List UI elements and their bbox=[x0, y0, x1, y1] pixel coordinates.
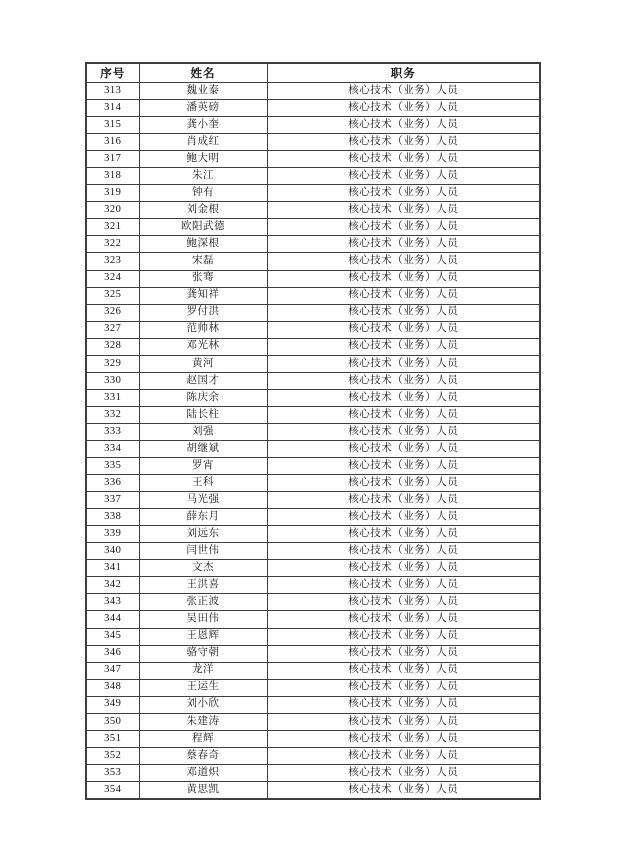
cell-no: 354 bbox=[86, 781, 139, 799]
cell-title: 核心技术（业务）人员 bbox=[267, 100, 540, 117]
cell-title: 核心技术（业务）人员 bbox=[267, 526, 540, 543]
cell-name: 刘金根 bbox=[139, 202, 267, 219]
table-row bbox=[86, 645, 540, 662]
cell-title: 核心技术（业务）人员 bbox=[267, 406, 540, 423]
table-row bbox=[86, 304, 540, 321]
cell-name: 黄河 bbox=[139, 355, 267, 372]
table-row bbox=[86, 423, 540, 440]
cell-name: 刘小欣 bbox=[139, 696, 267, 713]
cell-no: 353 bbox=[86, 764, 139, 781]
header-row bbox=[86, 63, 540, 83]
table-row bbox=[86, 492, 540, 509]
cell-title: 核心技术（业务）人员 bbox=[267, 458, 540, 475]
cell-name: 薛东月 bbox=[139, 509, 267, 526]
table-row bbox=[86, 100, 540, 117]
cell-no: 336 bbox=[86, 475, 139, 492]
cell-title: 核心技术（业务）人员 bbox=[267, 440, 540, 457]
cell-no: 350 bbox=[86, 713, 139, 730]
cell-no: 318 bbox=[86, 168, 139, 185]
cell-name: 朱建涛 bbox=[139, 713, 267, 730]
cell-name: 骆守朝 bbox=[139, 645, 267, 662]
cell-title: 核心技术（业务）人员 bbox=[267, 781, 540, 799]
table-row bbox=[86, 696, 540, 713]
cell-title: 核心技术（业务）人员 bbox=[267, 236, 540, 253]
table-row bbox=[86, 338, 540, 355]
cell-name: 闫世伟 bbox=[139, 543, 267, 560]
cell-no: 338 bbox=[86, 509, 139, 526]
table-row bbox=[86, 594, 540, 611]
cell-no: 346 bbox=[86, 645, 139, 662]
cell-title: 核心技术（业务）人员 bbox=[267, 577, 540, 594]
cell-no: 334 bbox=[86, 440, 139, 457]
cell-name: 陆长柱 bbox=[139, 406, 267, 423]
table-row bbox=[86, 287, 540, 304]
cell-name: 马光强 bbox=[139, 492, 267, 509]
cell-no: 340 bbox=[86, 543, 139, 560]
cell-no: 315 bbox=[86, 117, 139, 134]
cell-no: 335 bbox=[86, 458, 139, 475]
cell-name: 王运生 bbox=[139, 679, 267, 696]
cell-no: 329 bbox=[86, 355, 139, 372]
table-row bbox=[86, 560, 540, 577]
cell-no: 324 bbox=[86, 270, 139, 287]
table-row bbox=[86, 219, 540, 236]
cell-no: 320 bbox=[86, 202, 139, 219]
cell-name: 范帅林 bbox=[139, 321, 267, 338]
cell-title: 核心技术（业务）人员 bbox=[267, 338, 540, 355]
table-row bbox=[86, 611, 540, 628]
table-row bbox=[86, 730, 540, 747]
cell-name: 陈庆余 bbox=[139, 389, 267, 406]
cell-name: 肖成红 bbox=[139, 134, 267, 151]
cell-name: 邓道炽 bbox=[139, 764, 267, 781]
cell-title: 核心技术（业务）人员 bbox=[267, 492, 540, 509]
table-row bbox=[86, 509, 540, 526]
cell-name: 程辉 bbox=[139, 730, 267, 747]
cell-name: 赵国才 bbox=[139, 372, 267, 389]
cell-title: 核心技术（业务）人员 bbox=[267, 389, 540, 406]
cell-no: 323 bbox=[86, 253, 139, 270]
cell-no: 347 bbox=[86, 662, 139, 679]
cell-no: 322 bbox=[86, 236, 139, 253]
cell-no: 331 bbox=[86, 389, 139, 406]
table-row bbox=[86, 440, 540, 457]
cell-no: 337 bbox=[86, 492, 139, 509]
cell-no: 319 bbox=[86, 185, 139, 202]
table-row bbox=[86, 389, 540, 406]
table-row bbox=[86, 253, 540, 270]
cell-title: 核心技术（业务）人员 bbox=[267, 134, 540, 151]
cell-name: 王洪喜 bbox=[139, 577, 267, 594]
cell-name: 罗宵 bbox=[139, 458, 267, 475]
cell-title: 核心技术（业务）人员 bbox=[267, 475, 540, 492]
cell-no: 325 bbox=[86, 287, 139, 304]
cell-title: 核心技术（业务）人员 bbox=[267, 764, 540, 781]
table-row bbox=[86, 83, 540, 100]
cell-name: 潘英磅 bbox=[139, 100, 267, 117]
table-row bbox=[86, 321, 540, 338]
cell-title: 核心技术（业务）人员 bbox=[267, 372, 540, 389]
cell-no: 332 bbox=[86, 406, 139, 423]
cell-name: 刘强 bbox=[139, 423, 267, 440]
cell-title: 核心技术（业务）人员 bbox=[267, 168, 540, 185]
cell-title: 核心技术（业务）人员 bbox=[267, 355, 540, 372]
cell-title: 核心技术（业务）人员 bbox=[267, 253, 540, 270]
cell-no: 314 bbox=[86, 100, 139, 117]
cell-name: 王恩辉 bbox=[139, 628, 267, 645]
table-row bbox=[86, 406, 540, 423]
column-header-title: 职务 bbox=[267, 63, 540, 83]
table-row bbox=[86, 134, 540, 151]
column-header-name: 姓名 bbox=[139, 63, 267, 83]
cell-name: 宋磊 bbox=[139, 253, 267, 270]
cell-no: 344 bbox=[86, 611, 139, 628]
table-row bbox=[86, 355, 540, 372]
table-row bbox=[86, 185, 540, 202]
cell-no: 330 bbox=[86, 372, 139, 389]
cell-name: 张骞 bbox=[139, 270, 267, 287]
table-row bbox=[86, 458, 540, 475]
cell-title: 核心技术（业务）人员 bbox=[267, 628, 540, 645]
cell-no: 342 bbox=[86, 577, 139, 594]
cell-name: 鲍深根 bbox=[139, 236, 267, 253]
table-row bbox=[86, 151, 540, 168]
cell-title: 核心技术（业务）人员 bbox=[267, 713, 540, 730]
table-row bbox=[86, 679, 540, 696]
table-row bbox=[86, 372, 540, 389]
table-row bbox=[86, 543, 540, 560]
table-row bbox=[86, 764, 540, 781]
cell-title: 核心技术（业务）人员 bbox=[267, 304, 540, 321]
cell-name: 蔡春奇 bbox=[139, 747, 267, 764]
cell-title: 核心技术（业务）人员 bbox=[267, 423, 540, 440]
cell-title: 核心技术（业务）人员 bbox=[267, 151, 540, 168]
table-row bbox=[86, 628, 540, 645]
table-row bbox=[86, 662, 540, 679]
cell-no: 326 bbox=[86, 304, 139, 321]
table-header bbox=[86, 63, 540, 83]
cell-no: 321 bbox=[86, 219, 139, 236]
cell-title: 核心技术（业务）人员 bbox=[267, 117, 540, 134]
cell-name: 龙洋 bbox=[139, 662, 267, 679]
cell-name: 黄思凯 bbox=[139, 781, 267, 799]
cell-name: 吴田伟 bbox=[139, 611, 267, 628]
cell-no: 345 bbox=[86, 628, 139, 645]
table-row bbox=[86, 526, 540, 543]
cell-name: 欧阳武德 bbox=[139, 219, 267, 236]
table-row bbox=[86, 270, 540, 287]
cell-title: 核心技术（业务）人员 bbox=[267, 747, 540, 764]
cell-name: 罗付洪 bbox=[139, 304, 267, 321]
cell-title: 核心技术（业务）人员 bbox=[267, 662, 540, 679]
cell-no: 348 bbox=[86, 679, 139, 696]
table-row bbox=[86, 236, 540, 253]
cell-no: 343 bbox=[86, 594, 139, 611]
cell-no: 352 bbox=[86, 747, 139, 764]
cell-title: 核心技术（业务）人员 bbox=[267, 270, 540, 287]
cell-title: 核心技术（业务）人员 bbox=[267, 611, 540, 628]
cell-no: 313 bbox=[86, 83, 139, 100]
table-row bbox=[86, 202, 540, 219]
cell-title: 核心技术（业务）人员 bbox=[267, 287, 540, 304]
cell-name: 钟有 bbox=[139, 185, 267, 202]
cell-title: 核心技术（业务）人员 bbox=[267, 594, 540, 611]
cell-title: 核心技术（业务）人员 bbox=[267, 645, 540, 662]
column-header-no: 序号 bbox=[86, 63, 139, 83]
cell-no: 333 bbox=[86, 423, 139, 440]
cell-name: 魏业泰 bbox=[139, 83, 267, 100]
cell-title: 核心技术（业务）人员 bbox=[267, 730, 540, 747]
cell-title: 核心技术（业务）人员 bbox=[267, 83, 540, 100]
cell-name: 刘远东 bbox=[139, 526, 267, 543]
cell-name: 朱江 bbox=[139, 168, 267, 185]
cell-name: 张正波 bbox=[139, 594, 267, 611]
cell-title: 核心技术（业务）人员 bbox=[267, 679, 540, 696]
cell-name: 王科 bbox=[139, 475, 267, 492]
cell-title: 核心技术（业务）人员 bbox=[267, 696, 540, 713]
cell-no: 341 bbox=[86, 560, 139, 577]
table-row bbox=[86, 713, 540, 730]
cell-name: 邓光林 bbox=[139, 338, 267, 355]
cell-name: 鲍大明 bbox=[139, 151, 267, 168]
cell-no: 351 bbox=[86, 730, 139, 747]
cell-no: 316 bbox=[86, 134, 139, 151]
table-row bbox=[86, 168, 540, 185]
cell-name: 胡继斌 bbox=[139, 440, 267, 457]
cell-title: 核心技术（业务）人员 bbox=[267, 321, 540, 338]
cell-title: 核心技术（业务）人员 bbox=[267, 185, 540, 202]
cell-title: 核心技术（业务）人员 bbox=[267, 543, 540, 560]
cell-title: 核心技术（业务）人员 bbox=[267, 509, 540, 526]
cell-no: 349 bbox=[86, 696, 139, 713]
table-row bbox=[86, 577, 540, 594]
table-row bbox=[86, 475, 540, 492]
cell-title: 核心技术（业务）人员 bbox=[267, 202, 540, 219]
cell-name: 龚知祥 bbox=[139, 287, 267, 304]
table-row bbox=[86, 747, 540, 764]
table-row bbox=[86, 781, 540, 799]
table-row bbox=[86, 117, 540, 134]
cell-no: 339 bbox=[86, 526, 139, 543]
personnel-table bbox=[85, 62, 541, 800]
cell-no: 317 bbox=[86, 151, 139, 168]
cell-no: 327 bbox=[86, 321, 139, 338]
cell-title: 核心技术（业务）人员 bbox=[267, 219, 540, 236]
table-body bbox=[86, 83, 540, 800]
cell-name: 龚小奎 bbox=[139, 117, 267, 134]
cell-title: 核心技术（业务）人员 bbox=[267, 560, 540, 577]
cell-name: 文杰 bbox=[139, 560, 267, 577]
cell-no: 328 bbox=[86, 338, 139, 355]
